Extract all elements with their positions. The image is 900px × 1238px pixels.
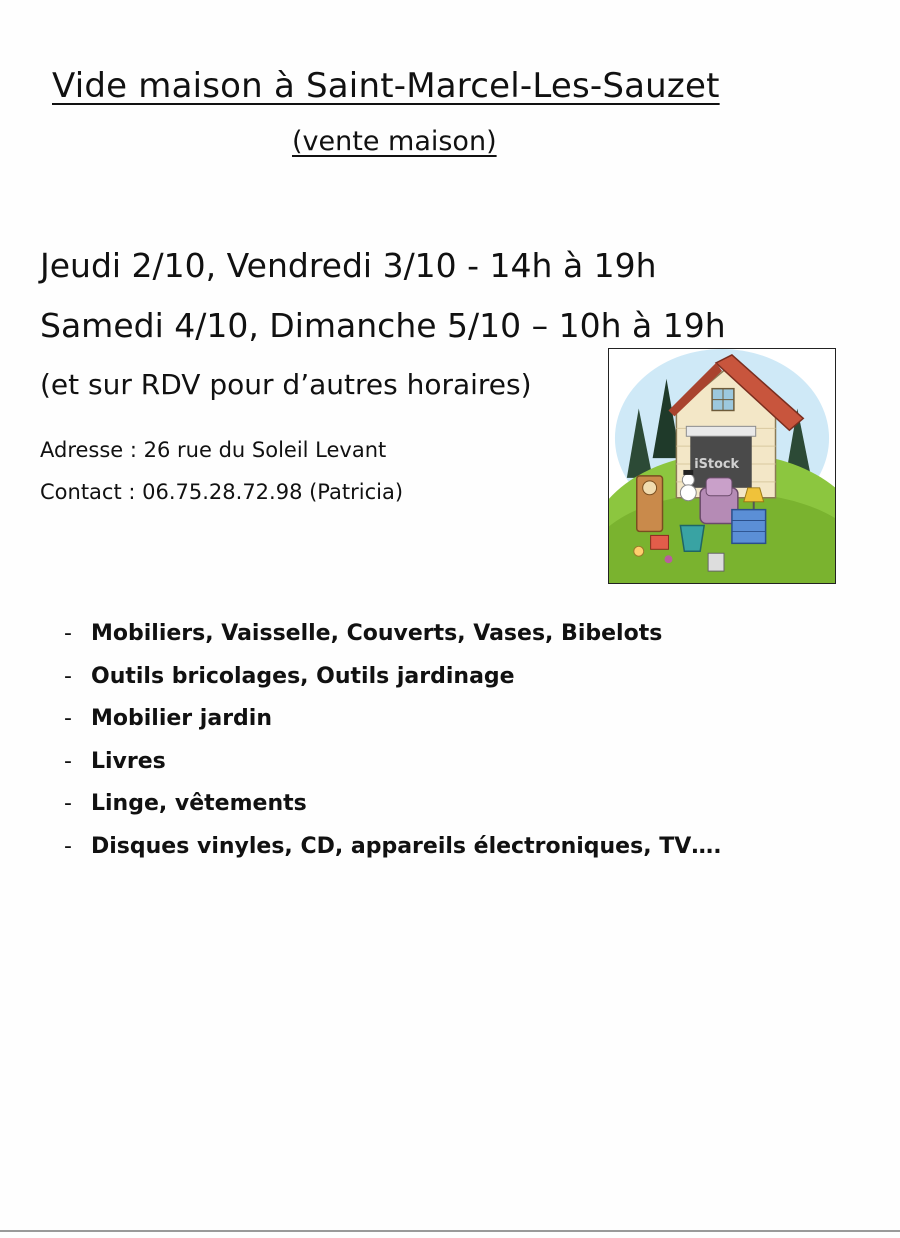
bullet-dash: - (64, 748, 72, 774)
list-item-text: Mobiliers, Vaisselle, Couverts, Vases, Bibelots (91, 621, 663, 646)
flyer-title: Vide maison à Saint-Marcel-Les-Sauzet (52, 66, 720, 106)
list-item (64, 701, 722, 744)
scan-edge-line (0, 1230, 900, 1232)
items-list (64, 616, 722, 871)
appointment-note: (et sur RDV pour d’autres horaires) (40, 368, 532, 401)
schedule-line-1: Jeudi 2/10, Vendredi 3/10 - 14h à 19h (40, 246, 657, 285)
bullet-dash: - (64, 706, 72, 731)
address-line: Adresse : 26 rue du Soleil Levant (40, 438, 387, 462)
contact-line: Contact : 06.75.28.72.98 (Patricia) (40, 480, 404, 504)
list-item (64, 616, 722, 659)
list-item-text: Disques vinyles, CD, appareils électroniques, TV…. (91, 833, 722, 859)
flyer-subtitle: (vente maison) (292, 126, 497, 157)
house-sale-icon (609, 349, 835, 583)
list-item-text: Mobilier jardin (91, 706, 272, 731)
bullet-dash: - (64, 791, 72, 816)
garage-sale-illustration (608, 348, 836, 584)
schedule-line-2: Samedi 4/10, Dimanche 5/10 – 10h à 19h (40, 306, 726, 345)
list-item-text: Linge, vêtements (91, 791, 307, 816)
list-item (64, 786, 722, 829)
bullet-dash: - (64, 621, 72, 646)
list-item (64, 659, 722, 702)
watermark-text: iStock (694, 456, 740, 472)
list-item (64, 744, 722, 787)
bullet-dash: - (64, 833, 72, 859)
bullet-dash: - (64, 663, 72, 689)
list-item-text: Outils bricolages, Outils jardinage (91, 663, 515, 689)
list-item (64, 829, 722, 872)
list-item-text: Livres (91, 748, 166, 774)
